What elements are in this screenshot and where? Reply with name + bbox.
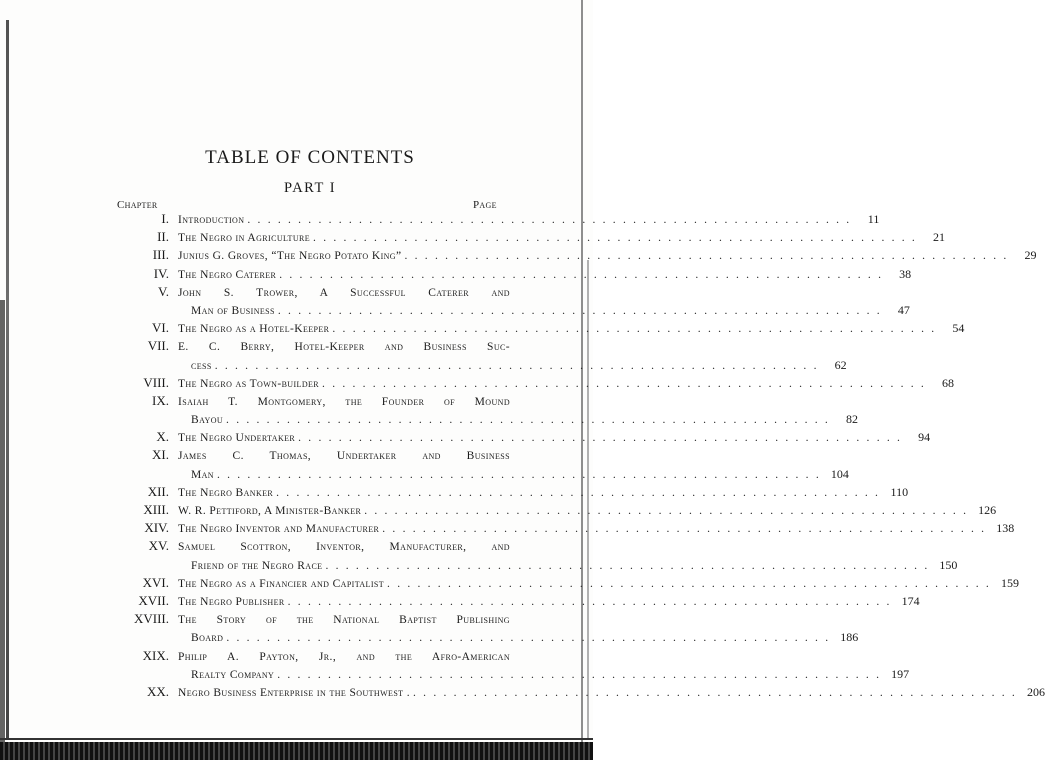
toc-entry-line xyxy=(100,356,847,374)
toc-entry-line xyxy=(100,683,1045,701)
page-number: 126 xyxy=(978,503,997,517)
toc-entry xyxy=(100,647,910,683)
chapter-number: VIII. xyxy=(143,374,169,390)
toc-entry-line xyxy=(100,665,910,683)
chapter-number: XI. xyxy=(152,447,169,463)
dot-leader: . . . . . . . . . . . . . . . . . . . . . . . . . . . . . . . . . . . . . . . . . . . . . . . . . . . . . . . . . . . . xyxy=(325,559,930,572)
page-edge-left xyxy=(6,20,9,740)
chapter-title: Man of Business xyxy=(191,304,275,317)
chapter-title: The Negro as Town-builder xyxy=(178,377,320,390)
chapter-title: Board xyxy=(191,632,224,645)
dot-leader: . . . . . . . . . . . . . . . . . . . . . . . . . . . . . . . . . . . . . . . . . . . . . . . . . . . . . . . . . . . . xyxy=(226,414,830,427)
chapter-title: Bayou xyxy=(191,414,224,427)
toc-entry xyxy=(100,483,909,501)
dot-leader: . . . . . . . . . . . . . . . . . . . . . . . . . . . . . . . . . . . . . . . . . . . . . . . . . . . . . . . . . . . . xyxy=(332,323,937,336)
dot-leader: . . . . . . . . . . . . . . . . . . . . . . . . . . . . . . . . . . . . . . . . . . . . . . . . . . . . . . . . . . . . xyxy=(277,304,882,317)
toc-entry-line xyxy=(100,265,912,283)
toc-entry-line xyxy=(100,210,880,228)
dot-leader: . . . . . . . . . . . . . . . . . . . . . . . . . . . . . . . . . . . . . . . . . . . . . . . . . . . . . . . . . . . . xyxy=(247,214,852,226)
page-number: 21 xyxy=(932,230,945,245)
toc-entry xyxy=(100,610,859,646)
toc-entry xyxy=(100,374,954,392)
toc-entry-line xyxy=(100,628,859,646)
toc-entry-line xyxy=(100,337,510,355)
page-column-header: Page xyxy=(473,199,497,211)
chapter-title: The Negro Undertaker xyxy=(178,432,296,445)
chapter-title: The Negro as a Financier and Capitalist xyxy=(178,577,385,590)
dot-leader: . . . . . . . . . . . . . . . . . . . . . . . . . . . . . . . . . . . . . . . . . . . . . . . . . . . . . . . . . . . . xyxy=(313,232,917,245)
chapter-title: James C. Thomas, Undertaker and Business xyxy=(178,450,510,463)
toc-entry xyxy=(100,446,849,482)
dot-leader: . . . . . . . . . . . . . . . . . . . . . . . . . . . . . . . . . . . . . . . . . . . . . . . . . . . . . . . . . . . . xyxy=(277,668,882,681)
dot-leader: . . . . . . . . . . . . . . . . . . . . . . . . . . . . . . . . . . . . . . . . . . . . . . . . . . . . . . . . . . . . xyxy=(216,468,821,481)
page-binding-shadow xyxy=(0,300,5,760)
chapter-title: The Story of the National Baptist Publishing xyxy=(178,614,510,627)
toc-entry xyxy=(100,319,965,337)
page-number: 206 xyxy=(1026,684,1045,699)
toc-entry-line xyxy=(100,556,958,574)
toc-entry xyxy=(100,265,912,283)
toc-entry xyxy=(100,574,1019,592)
page-number: 174 xyxy=(901,593,920,608)
chapter-title: cess xyxy=(191,359,212,372)
dot-leader: . . . . . . . . . . . . . . . . . . . . . . . . . . . . . . . . . . . . . . . . . . . . . . . . . . . . . . . . . . . . xyxy=(382,523,987,536)
chapter-column-header: Chapter xyxy=(117,199,158,211)
toc-entry-line xyxy=(100,483,909,501)
page-number: 38 xyxy=(899,266,912,281)
page-number: 186 xyxy=(840,630,859,645)
chapter-title: Friend of the Negro Race xyxy=(191,559,323,572)
chapter-title: The Negro Caterer xyxy=(178,268,277,281)
toc-entry xyxy=(100,501,997,519)
chapter-title: The Negro Inventor and Manufacturer xyxy=(178,523,380,536)
toc-entry-line xyxy=(100,392,510,410)
chapter-title: Junius G. Groves, “The Negro Potato King” xyxy=(178,250,402,263)
toc-entry-line xyxy=(100,374,954,392)
chapter-title: The Negro as a Hotel-Keeper xyxy=(178,323,330,336)
dot-leader: . . . . . . . . . . . . . . . . . . . . . . . . . . . . . . . . . . . . . . . . . . . . . . . . . . . . . . . . . . . . xyxy=(404,250,1009,263)
toc-entry-line xyxy=(100,647,510,665)
table-of-contents-list xyxy=(100,210,1045,701)
dot-leader: . . . . . . . . . . . . . . . . . . . . . . . . . . . . . . . . . . . . . . . . . . . . . . . . . . . . . . . . . . . . xyxy=(413,686,1017,699)
chapter-number: I. xyxy=(161,211,169,226)
dot-leader: . . . . . . . . . . . . . . . . . . . . . . . . . . . . . . . . . . . . . . . . . . . . . . . . . . . . . . . . . . . . xyxy=(387,577,991,590)
chapter-number: XIV. xyxy=(144,520,169,536)
chapter-title: Introduction xyxy=(178,214,245,226)
dot-leader: . . . . . . . . . . . . . . . . . . . . . . . . . . . . . . . . . . . . . . . . . . . . . . . . . . . . . . . . . . . . xyxy=(279,268,884,281)
chapter-number: XIX. xyxy=(142,647,169,663)
toc-entry xyxy=(100,592,920,610)
chapter-title: The Negro in Agriculture xyxy=(178,232,311,245)
chapter-title: The Negro Banker xyxy=(178,486,274,499)
dot-leader: . . . . . . . . . . . . . . . . . . . . . . . . . . . . . . . . . . . . . . . . . . . . . . . . . . . . . . . . . . . . xyxy=(276,486,881,499)
toc-entry-line xyxy=(100,428,931,446)
chapter-number: III. xyxy=(152,247,169,263)
dot-leader: . . . . . . . . . . . . . . . . . . . . . . . . . . . . . . . . . . . . . . . . . . . . . . . . . . . . . . . . . . . . xyxy=(226,632,831,645)
toc-entry-line xyxy=(100,519,1015,537)
toc-entry xyxy=(100,228,945,246)
page-number: 47 xyxy=(897,302,910,317)
page-edge-bottom-line xyxy=(0,738,593,740)
chapter-number: IV. xyxy=(153,265,169,281)
chapter-number: X. xyxy=(156,429,169,445)
page-number: 94 xyxy=(918,430,931,445)
page-number: 150 xyxy=(939,557,958,572)
toc-entry xyxy=(100,283,910,319)
page-number: 159 xyxy=(1000,575,1019,590)
toc-entry-line xyxy=(100,410,858,428)
chapter-title: W. R. Pettiford, A Minister-Banker xyxy=(178,505,362,517)
chapter-title: Man xyxy=(191,468,214,481)
toc-entry-line xyxy=(100,574,1019,592)
page-number: 104 xyxy=(830,466,849,481)
toc-entry xyxy=(100,210,880,228)
chapter-number: V. xyxy=(158,283,169,299)
chapter-title: The Negro Publisher xyxy=(178,595,285,608)
chapter-number: XIII. xyxy=(143,502,169,517)
toc-entry-line xyxy=(100,446,510,464)
toc-entry-line xyxy=(100,228,945,246)
toc-entry xyxy=(100,683,1045,701)
chapter-title: E. C. Berry, Hotel-Keeper and Business Suc- xyxy=(178,341,510,354)
toc-entry-line xyxy=(100,610,510,628)
chapter-title: Isaiah T. Montgomery, the Founder of Mound xyxy=(178,395,510,408)
toc-entry-line xyxy=(100,319,965,337)
toc-entry xyxy=(100,246,1037,264)
page-number: 68 xyxy=(941,375,954,390)
page-number: 138 xyxy=(996,521,1015,536)
chapter-number: XII. xyxy=(147,483,169,499)
page-number: 11 xyxy=(867,212,880,226)
toc-entry xyxy=(100,537,958,573)
dot-leader: . . . . . . . . . . . . . . . . . . . . . . . . . . . . . . . . . . . . . . . . . . . . . . . . . . . . . . . . . . . . xyxy=(364,505,969,517)
page-number: 29 xyxy=(1024,248,1037,263)
page-number: 197 xyxy=(891,666,910,681)
toc-entry-line xyxy=(100,537,510,555)
page-title: TABLE OF CONTENTS xyxy=(205,147,415,168)
chapter-title: Samuel Scottron, Inventor, Manufacturer, and xyxy=(178,541,510,554)
chapter-number: IX. xyxy=(152,392,169,408)
chapter-number: XVI. xyxy=(142,574,169,590)
chapter-number: XVIII. xyxy=(133,611,169,627)
toc-entry-line xyxy=(100,592,920,610)
page-number: 82 xyxy=(845,412,858,427)
chapter-title: Realty Company xyxy=(191,668,275,681)
toc-entry-line xyxy=(100,465,849,483)
toc-entry-line xyxy=(100,246,1037,264)
page-number: 62 xyxy=(834,357,847,372)
toc-entry-line xyxy=(100,501,997,519)
page-edge-bottom xyxy=(0,742,593,760)
toc-entry xyxy=(100,337,847,373)
toc-entry-line xyxy=(100,301,910,319)
dot-leader: . . . . . . . . . . . . . . . . . . . . . . . . . . . . . . . . . . . . . . . . . . . . . . . . . . . . . . . . . . . . xyxy=(214,359,819,372)
part-heading: PART I xyxy=(283,180,337,196)
chapter-number: XV. xyxy=(148,538,169,554)
chapter-number: XVII. xyxy=(138,592,169,608)
dot-leader: . . . . . . . . . . . . . . . . . . . . . . . . . . . . . . . . . . . . . . . . . . . . . . . . . . . . . . . . . . . . xyxy=(287,595,892,608)
chapter-number: VI. xyxy=(152,320,169,336)
page-number: 110 xyxy=(890,484,909,499)
chapter-number: VII. xyxy=(147,338,169,354)
toc-entry xyxy=(100,392,858,428)
dot-leader: . . . . . . . . . . . . . . . . . . . . . . . . . . . . . . . . . . . . . . . . . . . . . . . . . . . . . . . . . . . . xyxy=(322,377,926,390)
toc-entry xyxy=(100,519,1015,537)
chapter-title: Negro Business Enterprise in the Southwest . xyxy=(178,686,411,699)
toc-entry-line xyxy=(100,283,510,301)
toc-entry xyxy=(100,428,931,446)
page-number: 54 xyxy=(952,321,965,336)
chapter-title: John S. Trower, A Successful Caterer and xyxy=(178,286,510,299)
dot-leader: . . . . . . . . . . . . . . . . . . . . . . . . . . . . . . . . . . . . . . . . . . . . . . . . . . . . . . . . . . . . xyxy=(298,432,903,445)
chapter-number: II. xyxy=(157,229,169,245)
chapter-number: XX. xyxy=(146,683,169,699)
chapter-title: Philip A. Payton, Jr., and the Afro-American xyxy=(178,650,510,663)
